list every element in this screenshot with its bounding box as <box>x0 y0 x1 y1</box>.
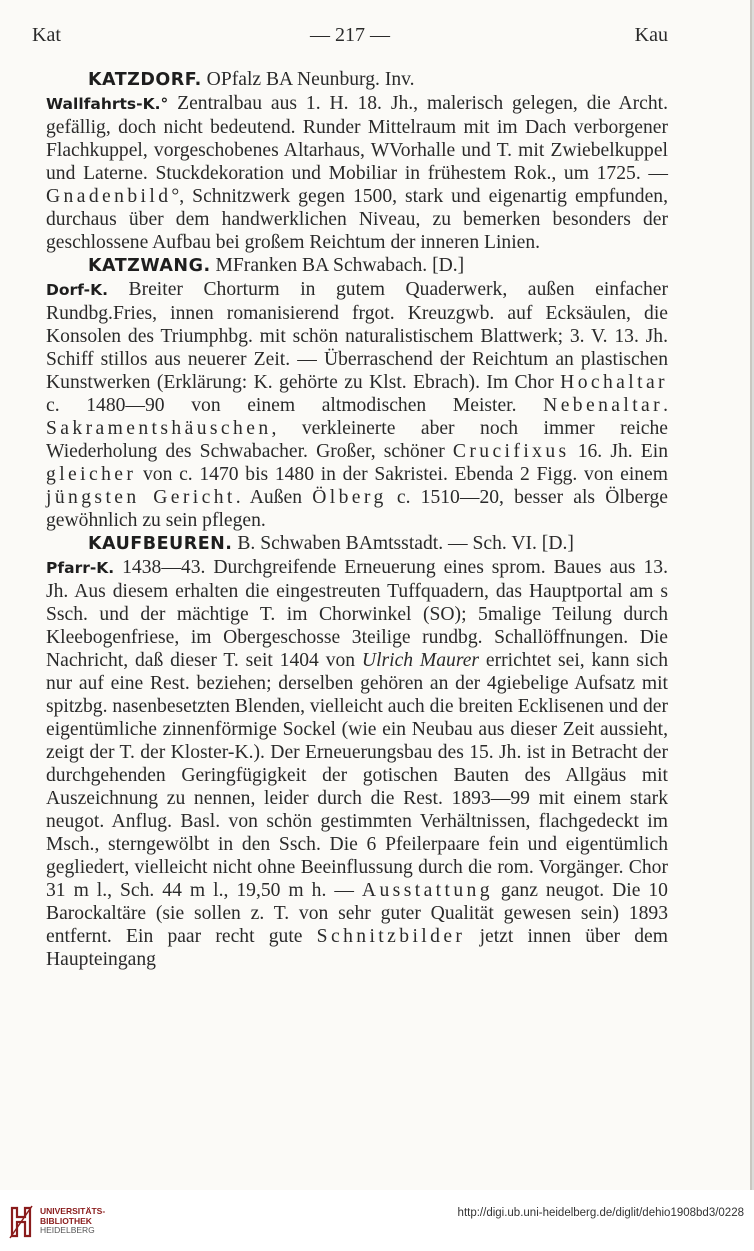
spaced-term: Ölberg <box>312 487 387 508</box>
library-name-line: UNIVERSITÄTS- <box>40 1206 106 1216</box>
entry-headword: KATZDORF. <box>88 70 202 90</box>
source-url[interactable]: http://digi.ub.uni-heidelberg.de/diglit/dehio1908bd3/0228 <box>457 1207 744 1219</box>
page-number: — 217 — <box>310 24 390 46</box>
text-run: c. 1480—90 von einem altmodischen Meister. <box>46 395 544 416</box>
building-label: Wallfahrts-K.° <box>46 95 169 113</box>
spaced-term: Hochaltar <box>560 372 668 393</box>
spaced-term: Crucifixus <box>452 441 570 462</box>
artist-name: Ulrich Maurer <box>361 650 480 671</box>
body-text <box>46 68 668 971</box>
entry-headword: KATZWANG. <box>88 256 211 276</box>
entry-location: B. Schwaben BAmtsstadt. — Sch. VI. [D.] <box>232 533 574 554</box>
entry-location: OPfalz BA Neunburg. Inv. <box>201 69 415 90</box>
library-name-line: BIBLIOTHEK <box>40 1215 92 1226</box>
text-run: . Außen <box>235 487 313 508</box>
text-run: Breiter Chorturm in gutem Quaderwerk, außen einfacher Rundbg.Fries, innen romanisierend frgot. Kreuzgwb. auf Ecksäulen, die Konsolen des Triumphbg. mit schön naturalistischem Blattwerk; 3. V. 13. Jh. Schiff stillos aus neuerer Zeit. — Überraschend der Reichtum an plastischen Kunstwerken (Erklärung: K. gehörte zu Klst. Ebrach). Im Chor <box>46 279 668 393</box>
library-name-line: HEIDELBERG <box>40 1225 95 1235</box>
spaced-term: jüngsten Gericht <box>46 487 236 508</box>
building-label: Pfarr-K. <box>46 559 115 577</box>
building-label: Dorf-K. <box>46 281 108 299</box>
text-run: °, Schnitzwerk gegen 1500, stark und eigenartig empfunden, durchaus über dem handwerklichen Niveau, zu bemerken besonders der geschlossene Aufbau bei großem Reichtum der inneren Linien. <box>46 186 668 253</box>
header-right-word: Kau <box>634 24 668 46</box>
text-run: Zentralbau aus 1. H. 18. Jh., malerisch gelegen, die Archt. gefällig, doch nicht bedeutend. Runder Mittelraum mit im Dach verborgener Flachkuppel, vorgeschobenes Altarhaus, WVorhalle und T. mit Zwiebelkuppel und Laterne. Stuckdekoration und Mobiliar in frühestem Rok., um 1725. — <box>46 93 668 184</box>
text-run: 16. Jh. Ein <box>569 441 668 462</box>
spaced-term: Ausstattung <box>361 880 493 901</box>
text-run: . <box>663 395 668 416</box>
entry-paragraph <box>46 556 668 971</box>
digitization-footer <box>0 1190 754 1251</box>
text-run: , verkleinerte aber noch immer reiche Wiederholung des Schwabacher. Großer, schöner <box>46 418 668 462</box>
text-run: von c. 1470 bis 1480 in der Sakristei. Ebenda 2 Figg. von einem <box>136 464 668 485</box>
entry-heading <box>46 68 668 92</box>
header-left-word: Kat <box>32 24 61 46</box>
entry-headword: KAUFBEUREN. <box>88 534 233 554</box>
entry-paragraph <box>46 92 668 254</box>
spaced-term: Gnadenbild <box>46 186 172 207</box>
text-run: c. 1510—20, besser als Ölberge gewöhnlich zu sein pflegen. <box>46 487 668 531</box>
spaced-term: Schnitzbilder <box>316 926 466 947</box>
text-run: jetzt innen über dem Haupteingang <box>46 926 668 970</box>
spaced-term: Nebenaltar <box>543 395 664 416</box>
entry-location: MFranken BA Schwabach. [D.] <box>210 255 465 276</box>
text-run: errichtet sei, kann sich nur auf eine Rest. beziehen; derselben gehören an der 4giebelige Aufsatz mit spitzbg. nasenbesetzten Blenden, vielleicht auch die breiten Ecklisenen und der eigentümliche zinnenförmige Sockel (wie ein Neubau aus dieser Zeit aussieht, zeigt der T. der Kloster-K.). Der Erneuerungsbau des 15. Jh. ist in Betracht der durchgehenden Geringfügigkeit der gotischen Bauten des Allgäus mit Auszeichnung zu nennen, leider durch die Rest. 1893—99 mit einem stark neugot. Anflug. Basl. von schön gestimmten Verhältnissen, flachgedeckt im Msch., sterngewölbt in den Ssch. Die 6 Pfeilerpaare fein und eigentümlich gegliedert, vielleicht nicht ohne Beeinflussung durch die rom. Vorgänger. Chor 31 m l., Sch. 44 m l., 19,50 m h. — <box>46 650 668 901</box>
entry-heading <box>46 532 668 556</box>
spaced-term: gleicher <box>46 464 137 485</box>
heidelberg-library-logo-icon <box>8 1204 34 1240</box>
entry-heading <box>46 254 668 278</box>
spaced-term: Sakramentshäuschen <box>46 418 272 439</box>
entry-paragraph <box>46 278 668 532</box>
library-name <box>40 1207 105 1236</box>
text-run: 1438—43. Durchgreifende Erneuerung eines sprom. Baues aus 13. Jh. Aus diesem erhalten die eingestreuten Tuffquadern, das Hauptportal am s Ssch. und der mächtige T. im Chorwinkel (SO); 5malige Teilung durch Kleebogenfriese, im Obergeschosse 3teilige rundbg. Schallöffnungen. Die Nachricht, daß dieser T. seit 1404 von <box>46 557 668 671</box>
text-run: ganz neugot. Die 10 Barockaltäre (sie sollen z. T. von sehr guter Qualität gewesen sein) 1893 entfernt. Ein paar recht gute <box>46 880 668 947</box>
running-header <box>32 24 668 54</box>
